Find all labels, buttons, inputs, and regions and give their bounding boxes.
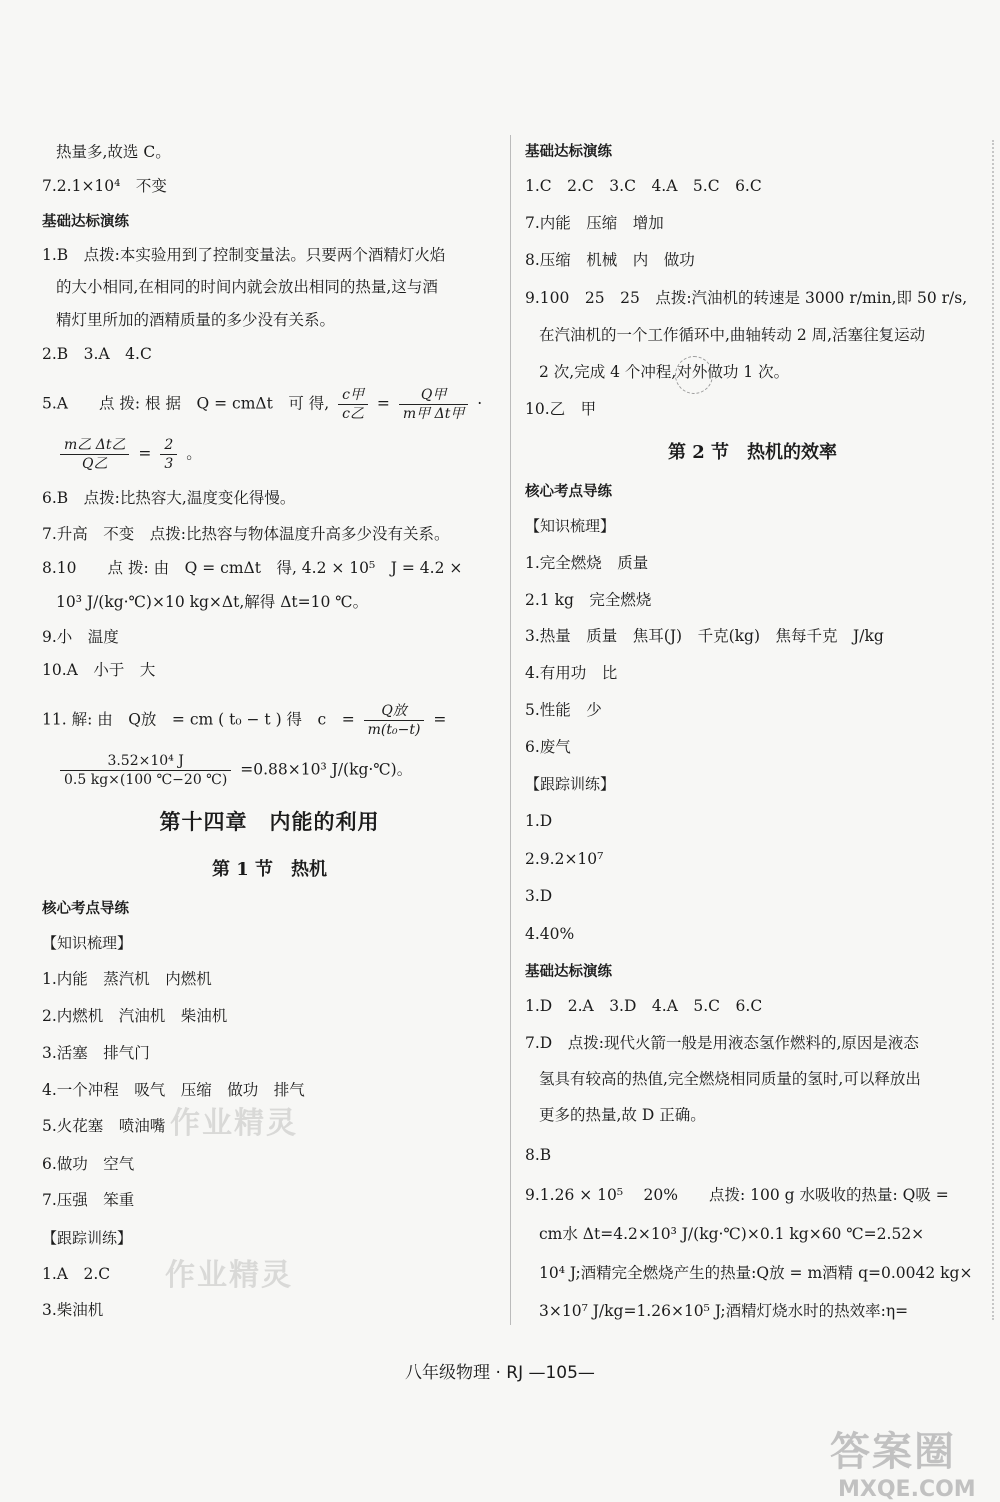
answer-line: 8.B <box>525 1146 552 1164</box>
bracket-heading: 【跟踪训练】 <box>42 1229 133 1247</box>
logo-text: 答案圈 <box>830 1429 956 1475</box>
chapter-title: 第十四章 内能的利用 <box>159 809 380 834</box>
answer-line: 7.压强 笨重 <box>42 1191 135 1209</box>
section-title: 第 2 节 热机的效率 <box>667 442 838 463</box>
page-footer: 八年级物理 · RJ —105— <box>405 1363 595 1383</box>
fraction <box>160 436 177 473</box>
formula-text: 11. 解: 由 Q放 = cm ( t₀ − t ) 得 c = <box>42 710 355 729</box>
answer-line-formula <box>42 386 482 423</box>
section-heading: 基础达标演练 <box>42 214 129 230</box>
denominator: 0.5 kg×(100 ℃−20 ℃) <box>64 772 228 788</box>
numerator: 2 <box>160 436 177 455</box>
answer-line: 2.1 kg 完全燃烧 <box>525 591 652 609</box>
answer-line: 8.压缩 机械 内 做功 <box>525 251 695 269</box>
period: 。 <box>186 444 202 463</box>
denominator: m(t₀−t) <box>367 722 421 738</box>
section-heading: 核心考点导练 <box>525 484 612 500</box>
answer-line: 5.火花塞 喷油嘴 <box>42 1117 166 1135</box>
fraction <box>60 752 231 789</box>
answer-line: 1.D 2.A 3.D 4.A 5.C 6.C <box>525 997 763 1015</box>
fraction <box>338 386 368 423</box>
answer-line: 5.性能 少 <box>525 701 602 719</box>
answer-line: 3.D <box>525 887 553 905</box>
answer-line: 更多的热量,故 D 正确。 <box>539 1106 706 1124</box>
answer-line: 10.A 小于 大 <box>42 661 156 679</box>
answer-line: 热量多,故选 C。 <box>56 143 171 161</box>
answer-line: 3.热量 质量 焦耳(J) 千克(kg) 焦每千克 J/kg <box>525 627 884 645</box>
fraction <box>60 436 129 473</box>
answer-line: 1.C 2.C 3.C 4.A 5.C 6.C <box>525 177 762 195</box>
answer-line: 氢具有较高的热值,完全燃烧相同质量的氢时,可以释放出 <box>539 1070 921 1088</box>
answer-line: 1.B 点拨:本实验用到了控制变量法。只要两个酒精灯火焰 <box>42 246 446 264</box>
answer-line: 7.2.1×10⁴ 不变 <box>42 177 167 195</box>
watermark: 作业精灵 <box>170 1106 298 1141</box>
answer-line: 1.D <box>525 812 553 830</box>
section-heading: 基础达标演练 <box>525 964 612 980</box>
section-heading: 核心考点导练 <box>42 901 129 917</box>
denominator: Q乙 <box>81 456 108 472</box>
answer-line: 10⁴ J;酒精完全燃烧产生的热量:Q放 = m酒精 q=0.0042 kg× <box>539 1264 973 1282</box>
answer-line-formula <box>56 436 202 473</box>
answer-line: 6.B 点拨:比热容大,温度变化得慢。 <box>42 489 296 507</box>
section-title: 第 1 节 热机 <box>211 859 328 880</box>
denominator: m甲 Δt甲 <box>402 406 465 422</box>
answer-line-formula <box>42 702 446 739</box>
answer-line: 1.A 2.C <box>42 1265 111 1283</box>
answer-line: 10³ J/(kg·℃)×10 kg×Δt,解得 Δt=10 ℃。 <box>56 593 369 611</box>
section-heading: 基础达标演练 <box>525 144 612 160</box>
formula-result: =0.88×10³ J/(kg·℃)。 <box>240 760 413 779</box>
answer-line: 7.D 点拨:现代火箭一般是用液态氢作燃料的,原因是液态 <box>525 1034 919 1052</box>
answer-line: 9.1.26 × 10⁵ 20% 点拨: 100 g 水吸收的热量: Q吸 = <box>525 1186 949 1204</box>
answer-line: 2.B 3.A 4.C <box>42 345 152 363</box>
logo-url: MXQE.COM <box>838 1477 976 1502</box>
bracket-heading: 【跟踪训练】 <box>525 775 616 793</box>
page-edge-dots <box>992 140 994 1320</box>
answer-line: 3.柴油机 <box>42 1301 104 1319</box>
answer-line: 8.10 点 拨: 由 Q = cmΔt 得, 4.2 × 10⁵ J = 4.2 × <box>42 559 463 577</box>
answer-line: 6.做功 空气 <box>42 1155 135 1173</box>
answer-line: 3×10⁷ J/kg=1.26×10⁵ J;酒精灯烧水时的热效率:η= <box>539 1302 909 1320</box>
numerator: c甲 <box>338 386 368 405</box>
answer-line: cm水 Δt=4.2×10³ J/(kg·℃)×0.1 kg×60 ℃=2.52× <box>539 1225 925 1243</box>
numerator: Q甲 <box>399 386 468 405</box>
answer-line: 2.9.2×10⁷ <box>525 850 604 868</box>
answer-line: 1.内能 蒸汽机 内燃机 <box>42 970 212 988</box>
answer-line: 3.活塞 排气门 <box>42 1044 150 1062</box>
equals-sign: = <box>376 394 390 413</box>
bracket-heading: 【知识梳理】 <box>525 517 616 535</box>
answer-line: 10.乙 甲 <box>525 400 597 418</box>
answer-line: 4.有用功 比 <box>525 664 618 682</box>
answer-line: 4.40% <box>525 925 575 943</box>
answer-line: 7.内能 压缩 增加 <box>525 214 664 232</box>
fraction <box>364 702 425 739</box>
answer-line: 2 次,完成 4 个冲程,对外做功 1 次。 <box>539 363 790 381</box>
answer-line: 9.100 25 25 点拨:汽油机的转速是 3000 r/min,即 50 r/s, <box>525 289 968 307</box>
answer-line: 2.内燃机 汽油机 柴油机 <box>42 1007 228 1025</box>
numerator: 3.52×10⁴ J <box>60 752 231 771</box>
dot-sign: · <box>477 394 483 413</box>
answer-line: 9.小 温度 <box>42 628 119 646</box>
stamp-mark <box>675 356 713 394</box>
answer-line: 的大小相同,在相同的时间内就会放出相同的热量,这与酒 <box>56 278 438 296</box>
answer-line: 4.一个冲程 吸气 压缩 做功 排气 <box>42 1081 305 1099</box>
column-divider <box>510 135 511 1325</box>
site-logo <box>830 1420 976 1502</box>
fraction <box>399 386 468 423</box>
answer-line-formula <box>56 752 412 789</box>
answer-line: 在汽油机的一个工作循环中,曲轴转动 2 周,活塞往复运动 <box>539 326 926 344</box>
answer-line: 6.废气 <box>525 738 571 756</box>
watermark: 作业精灵 <box>165 1258 293 1293</box>
numerator: Q放 <box>364 702 425 721</box>
bracket-heading: 【知识梳理】 <box>42 934 133 952</box>
denominator: 3 <box>164 456 174 472</box>
equals-sign: = <box>433 710 447 729</box>
formula-text: 5.A 点 拨: 根 据 Q = cmΔt 可 得, <box>42 394 330 413</box>
answer-line: 7.升高 不变 点拨:比热容与物体温度升高多少没有关系。 <box>42 525 450 543</box>
answer-line: 1.完全燃烧 质量 <box>525 554 649 572</box>
equals-sign: = <box>138 444 152 463</box>
denominator: c乙 <box>342 406 364 422</box>
answer-line: 精灯里所加的酒精质量的多少没有关系。 <box>56 311 336 329</box>
numerator: m乙 Δt乙 <box>60 436 129 455</box>
